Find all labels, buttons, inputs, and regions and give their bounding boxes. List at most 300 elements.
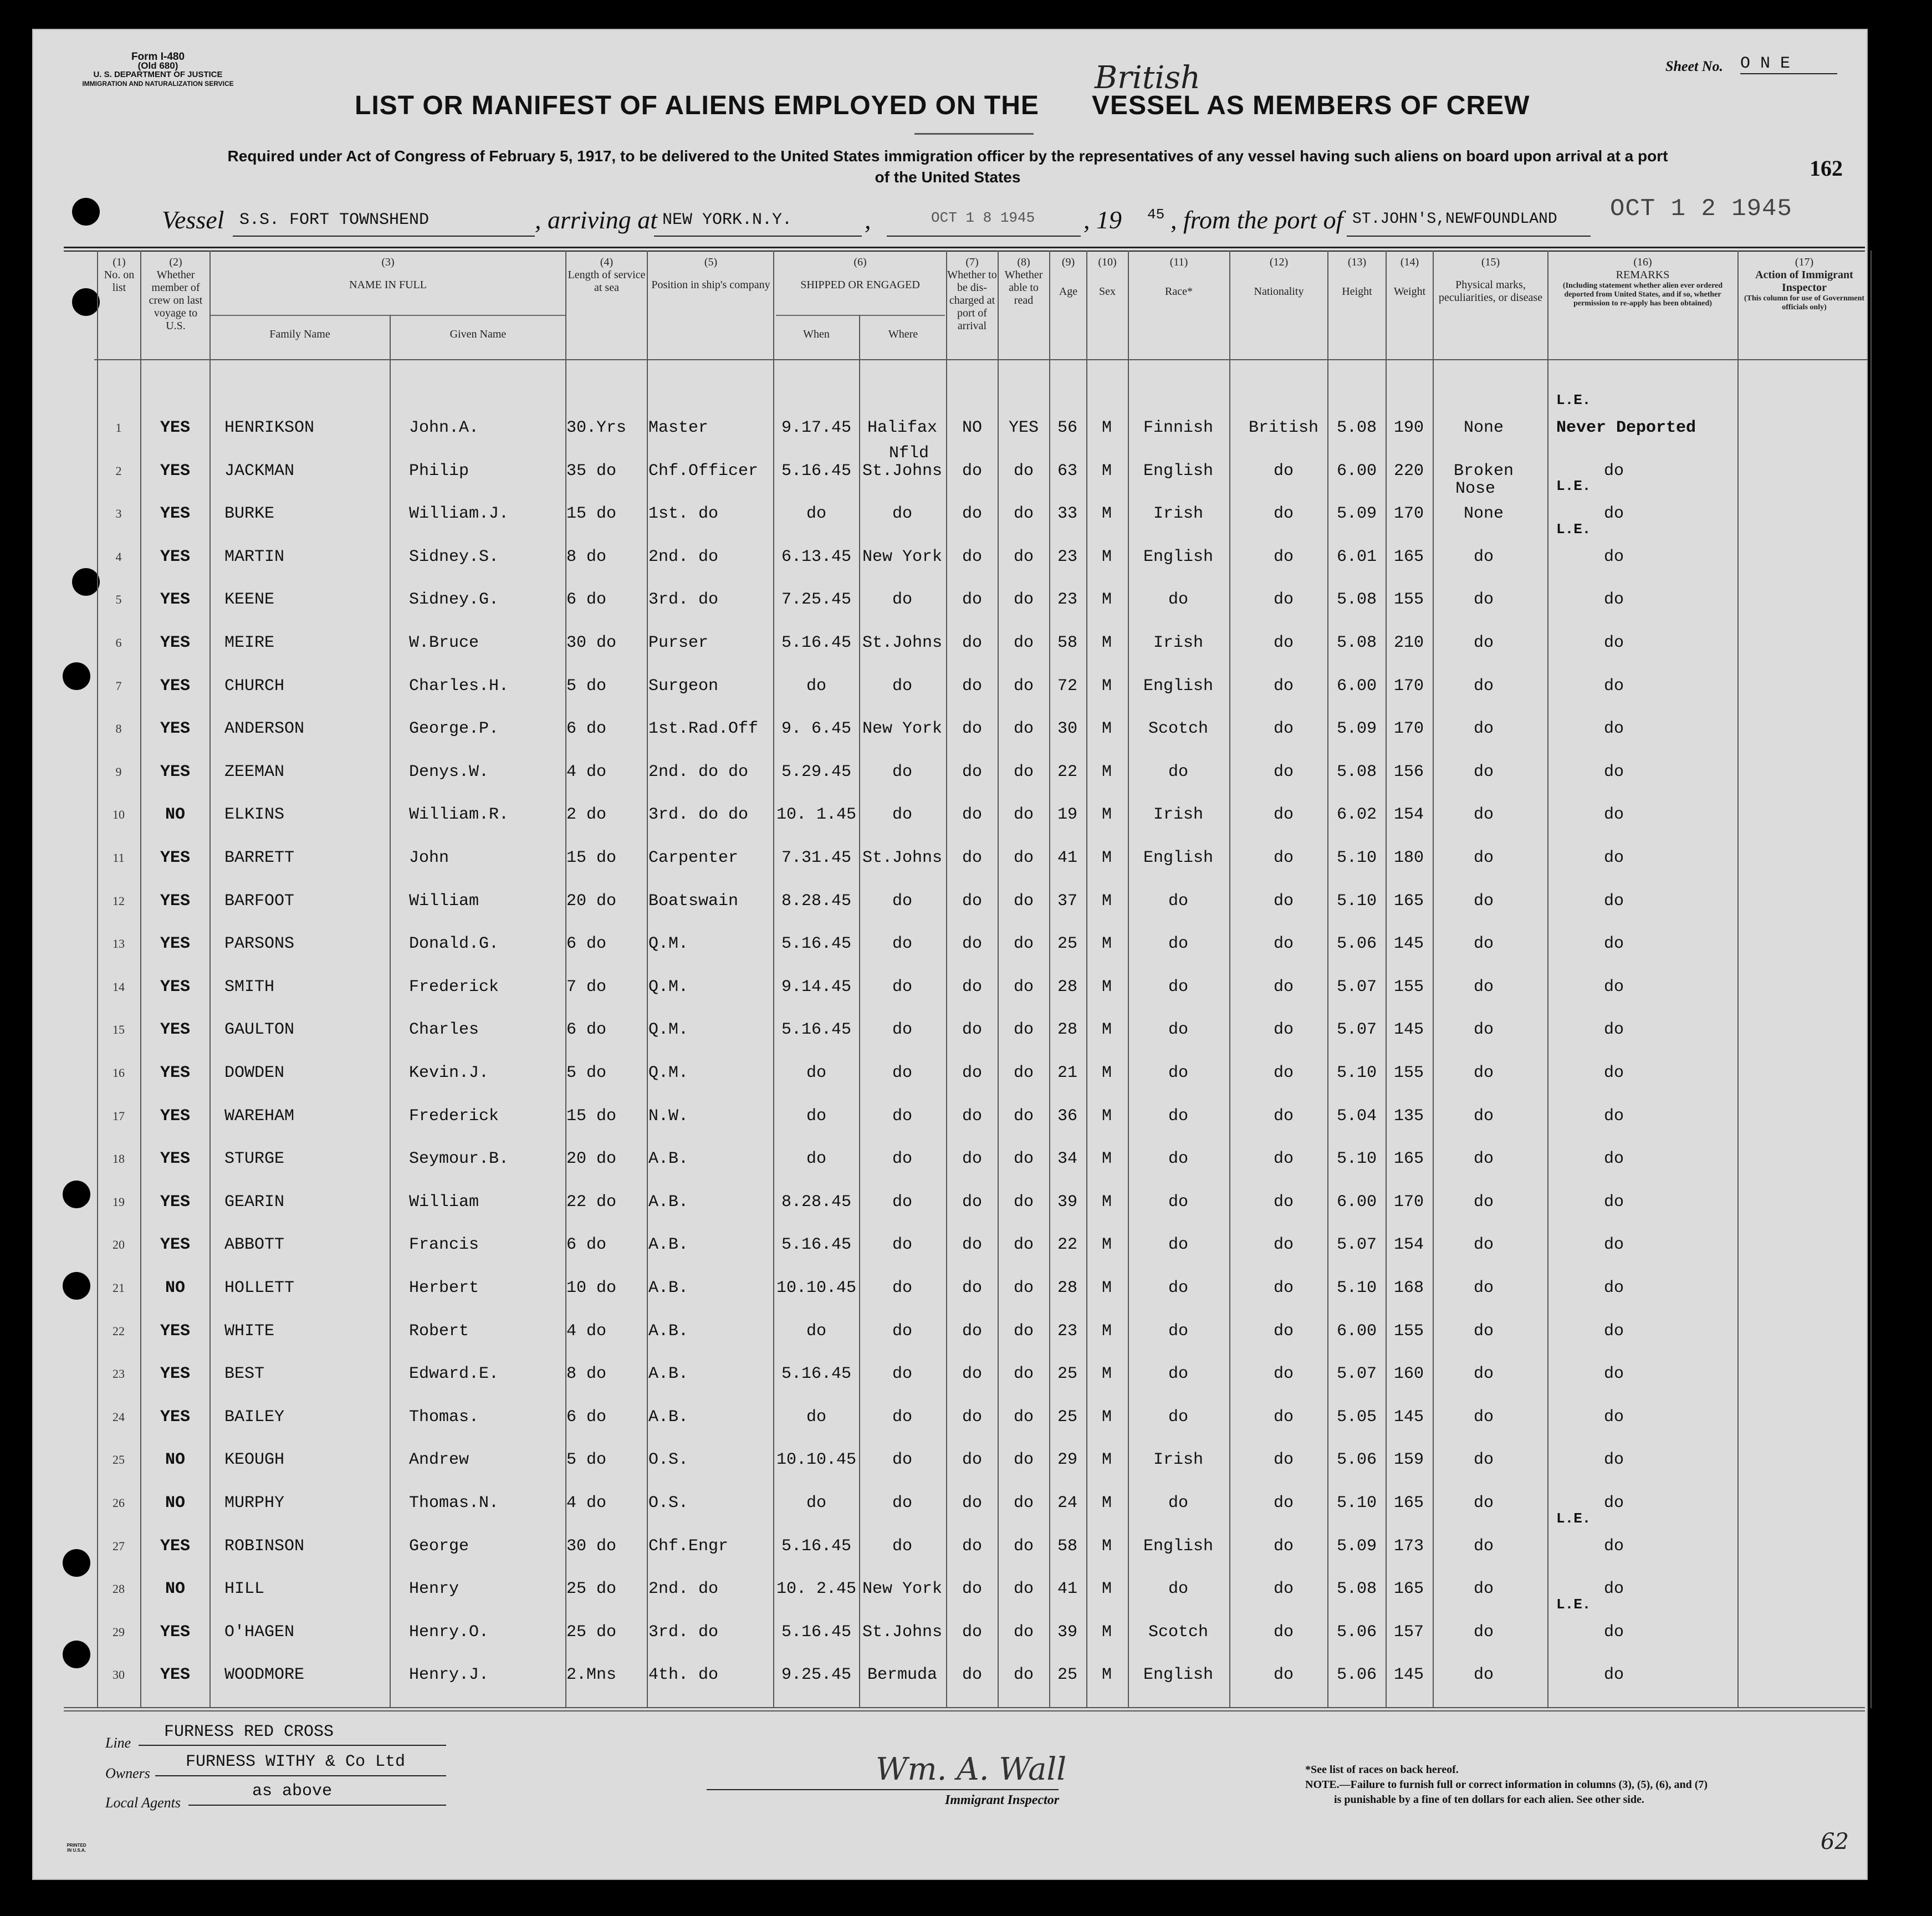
cell-family: KEENE xyxy=(224,590,275,610)
cell-weight: 154 xyxy=(1393,805,1424,825)
cell-service: 2.Mns xyxy=(566,1665,617,1685)
cell-marks: do xyxy=(1473,676,1494,696)
cell-remarks: do xyxy=(1603,461,1624,481)
cell-service: 20 do xyxy=(566,1149,617,1169)
cell-crew: NO xyxy=(165,1580,186,1599)
cell-family: MEIRE xyxy=(224,633,275,652)
cell-disch: do xyxy=(962,1536,983,1556)
cell-given: William.R. xyxy=(409,805,509,825)
cell-remarks: do xyxy=(1603,891,1624,911)
cell-crew: YES xyxy=(160,1536,191,1556)
cell-weight: 156 xyxy=(1393,762,1424,781)
cell-disch: do xyxy=(962,547,983,566)
cell-given: Frederick xyxy=(409,977,499,997)
cell-height: 5.06 xyxy=(1336,1450,1377,1470)
cell-given: William xyxy=(409,891,479,911)
cell-sex: M xyxy=(1101,1279,1112,1297)
cell-crew: YES xyxy=(160,1064,191,1082)
punch-hole xyxy=(63,662,90,690)
cell-where: do xyxy=(892,934,913,954)
cell-sex: M xyxy=(1101,633,1112,652)
arrival-date-stamp: OCT 1 8 1945 xyxy=(931,210,1035,226)
cell-where: do xyxy=(892,1106,913,1126)
cell-weight: 145 xyxy=(1393,934,1424,954)
cell-weight: 155 xyxy=(1393,1064,1424,1082)
cell-weight: 170 xyxy=(1393,676,1424,696)
cell-sex: M xyxy=(1101,891,1112,911)
cell-remarks: do xyxy=(1603,1106,1624,1126)
footnote-penalty-1: NOTE.—Failure to furnish full or correct information in columns (3), (5), (6), and (7) xyxy=(1305,1779,1708,1791)
cell-height: 5.06 xyxy=(1336,1665,1377,1685)
cell-age: 41 xyxy=(1057,1580,1078,1599)
cell-position: 2nd. do do xyxy=(648,762,749,781)
cell-remarks: do xyxy=(1603,1536,1624,1556)
cell-age: 33 xyxy=(1057,504,1078,524)
cell-marks: do xyxy=(1473,1407,1494,1427)
cell-service: 30.Yrs xyxy=(566,418,627,437)
cell-race: do xyxy=(1168,1580,1189,1599)
cell-when: 9.25.45 xyxy=(781,1665,852,1685)
cell-height: 5.06 xyxy=(1336,1622,1377,1642)
cell-age: 58 xyxy=(1057,1536,1078,1556)
cell-marks: do xyxy=(1473,934,1494,954)
cell-crew: YES xyxy=(160,1365,191,1384)
cell-disch: do xyxy=(962,1365,983,1384)
row-number: 6 xyxy=(115,636,122,650)
cell-marks: do xyxy=(1473,1149,1494,1169)
cell-position: A.B. xyxy=(648,1235,689,1255)
row-number: 18 xyxy=(113,1152,125,1166)
cell-crew: YES xyxy=(160,1622,191,1642)
cell-age: 37 xyxy=(1057,891,1078,911)
cell-sex: M xyxy=(1101,849,1112,867)
header-col-10: (10) Sex xyxy=(1098,256,1117,298)
cell-height: 5.04 xyxy=(1336,1106,1377,1126)
cell-remarks: do xyxy=(1603,1279,1624,1297)
punch-hole xyxy=(63,1181,90,1208)
cell-given: Kevin.J. xyxy=(409,1064,489,1082)
cell-weight: 165 xyxy=(1393,547,1424,566)
year-label: , 19 xyxy=(1083,206,1122,234)
cell-weight: 157 xyxy=(1393,1622,1424,1642)
cell-nat: do xyxy=(1273,676,1294,696)
cell-nat: do xyxy=(1273,1064,1294,1082)
cell-family: PARSONS xyxy=(224,934,295,954)
cell-race: do xyxy=(1168,1365,1189,1384)
cell-service: 30 do xyxy=(566,633,617,652)
cell-crew: YES xyxy=(160,504,191,524)
cell-race: do xyxy=(1168,1407,1189,1427)
cell-given: Andrew xyxy=(409,1450,469,1470)
year-value: 45 xyxy=(1147,206,1165,223)
cell-sex: M xyxy=(1101,1064,1112,1082)
cell-crew: YES xyxy=(160,1020,191,1040)
cell-when: 9.14.45 xyxy=(781,977,852,997)
owners-value: FURNESS WITHY & Co Ltd xyxy=(186,1752,406,1771)
cell-service: 4 do xyxy=(566,762,607,781)
cell-remarks: do xyxy=(1603,1020,1624,1040)
cell-height: 5.10 xyxy=(1336,1494,1377,1513)
cell-nat: do xyxy=(1273,1020,1294,1040)
cell-race: do xyxy=(1168,1279,1189,1297)
cell-nat: do xyxy=(1273,1321,1294,1341)
cell-given: William xyxy=(409,1192,479,1212)
cell-position: Master xyxy=(648,418,709,437)
header-col-16: (16) REMARKS (Including statement whether alien ever ordered deported from United States, and if so, whether permission to re-apply has been obtained) xyxy=(1562,256,1723,308)
cell-where: do xyxy=(892,676,913,696)
cell-crew: YES xyxy=(160,676,191,696)
cell-where: St.Johns xyxy=(862,461,943,481)
row-number: 28 xyxy=(113,1582,125,1596)
cell-race: Irish xyxy=(1153,504,1204,524)
row-number: 11 xyxy=(113,851,125,865)
cell-age: 25 xyxy=(1057,1407,1078,1427)
cell-given: William.J. xyxy=(409,504,509,524)
cell-sex: M xyxy=(1101,1407,1112,1427)
department: U. S. DEPARTMENT OF JUSTICE xyxy=(93,70,223,79)
cell-crew: YES xyxy=(160,1407,191,1427)
cell-where: St.Johns xyxy=(862,1622,943,1642)
cell-given: Donald.G. xyxy=(409,934,499,954)
cell-weight: 173 xyxy=(1393,1536,1424,1556)
owners-label: Owners xyxy=(105,1765,150,1781)
cell-position: Purser xyxy=(648,633,709,652)
cell-read: YES xyxy=(1008,418,1039,437)
cell-crew: YES xyxy=(160,1665,191,1685)
cell-marks: do xyxy=(1473,1064,1494,1082)
footnote-races: *See list of races on back hereof. xyxy=(1305,1764,1459,1776)
cell-age: 29 xyxy=(1057,1450,1078,1470)
header-col-3: (3) NAME IN FULL xyxy=(349,256,427,291)
cell-crew: YES xyxy=(160,633,191,652)
cell-sex: M xyxy=(1101,1106,1112,1126)
cell-crew: YES xyxy=(160,849,191,867)
form-number: Form I-480 xyxy=(131,51,185,63)
cell-height: 5.09 xyxy=(1336,1536,1377,1556)
cell-read: do xyxy=(1013,934,1034,954)
cell-race: do xyxy=(1168,1106,1189,1126)
cell-race: do xyxy=(1168,1321,1189,1341)
cell-when: 7.31.45 xyxy=(781,849,852,867)
cell-given: Charles.H. xyxy=(409,676,509,696)
row-number: 2 xyxy=(115,463,122,478)
cell-given: Sidney.S. xyxy=(409,547,499,566)
cell-position: Boatswain xyxy=(648,891,739,911)
cell-crew: YES xyxy=(160,1321,191,1341)
cell-given: Henry xyxy=(409,1580,459,1599)
cell-family: ELKINS xyxy=(224,805,285,825)
cell-sex: M xyxy=(1101,418,1112,437)
cell-remarks: do xyxy=(1603,1450,1624,1470)
cell-when: 5.16.45 xyxy=(781,1365,852,1384)
cell-service: 10 do xyxy=(566,1279,617,1297)
cell-read: do xyxy=(1013,1321,1034,1341)
cell-read: do xyxy=(1013,1279,1034,1297)
cell-when: 10. 1.45 xyxy=(776,805,857,825)
cell-nat: do xyxy=(1273,1580,1294,1599)
cell-remarks: do xyxy=(1603,1235,1624,1255)
cell-where: do xyxy=(892,1149,913,1169)
cell-sex: M xyxy=(1101,1622,1112,1642)
cell-family: ROBINSON xyxy=(224,1536,305,1556)
cell-read: do xyxy=(1013,1450,1034,1470)
header-col-8: (8) Whether able to read xyxy=(1004,256,1043,306)
row-number: 17 xyxy=(113,1108,125,1123)
cell-when: 5.16.45 xyxy=(781,934,852,954)
cell-marks: do xyxy=(1473,633,1494,652)
row-number: 23 xyxy=(113,1367,125,1381)
cell-weight: 220 xyxy=(1393,461,1424,481)
row-number: 14 xyxy=(113,979,125,994)
cell-le-mark: L.E. xyxy=(1556,1596,1591,1613)
cell-family: BEST xyxy=(224,1365,265,1384)
cell-race: English xyxy=(1143,849,1214,867)
cell-position: Q.M. xyxy=(648,1064,689,1082)
cell-disch: do xyxy=(962,977,983,997)
row-number: 25 xyxy=(113,1453,125,1467)
row-number: 24 xyxy=(113,1409,125,1424)
cell-service: 6 do xyxy=(566,1407,607,1427)
cell-disch: do xyxy=(962,1064,983,1082)
cell-remarks: do xyxy=(1603,1580,1624,1599)
local-agents-label: Local Agents xyxy=(105,1795,181,1811)
cell-crew: NO xyxy=(165,1450,186,1470)
punch-hole xyxy=(63,1549,90,1577)
cell-height: 5.06 xyxy=(1336,934,1377,954)
row-number: 15 xyxy=(113,1023,125,1037)
cell-disch: do xyxy=(962,633,983,652)
cell-position: A.B. xyxy=(648,1279,689,1297)
cell-disch: do xyxy=(962,590,983,610)
cell-marks: do xyxy=(1473,1536,1494,1556)
cell-nat: do xyxy=(1273,1279,1294,1297)
cell-age: 41 xyxy=(1057,849,1078,867)
cell-marks: do xyxy=(1473,1580,1494,1599)
cell-position: A.B. xyxy=(648,1321,689,1341)
cell-family: MURPHY xyxy=(224,1494,285,1513)
cell-crew: NO xyxy=(165,1494,186,1513)
cell-weight: 165 xyxy=(1393,1149,1424,1169)
form-old-number: (Old 680) xyxy=(137,60,178,71)
cell-nat: do xyxy=(1273,805,1294,825)
cell-family: GAULTON xyxy=(224,1020,295,1040)
cell-family: HILL xyxy=(224,1580,265,1599)
cell-age: 28 xyxy=(1057,1020,1078,1040)
cell-le-mark: L.E. xyxy=(1556,392,1591,408)
row-number: 10 xyxy=(113,808,125,822)
cell-nat: do xyxy=(1273,1450,1294,1470)
cell-sex: M xyxy=(1101,1192,1112,1212)
cell-service: 20 do xyxy=(566,891,617,911)
cell-where: New York xyxy=(862,719,943,739)
cell-nat: do xyxy=(1273,977,1294,997)
cell-race: English xyxy=(1143,1665,1214,1685)
cell-marks: None xyxy=(1463,418,1504,437)
cell-disch: do xyxy=(962,676,983,696)
header-col-2: (2) Whether member of crew on last voyage to U.S. xyxy=(149,256,203,332)
cell-race: English xyxy=(1143,547,1214,566)
cell-weight: 135 xyxy=(1393,1106,1424,1126)
cell-disch: do xyxy=(962,1622,983,1642)
cell-when: do xyxy=(806,1149,827,1169)
cell-sex: M xyxy=(1101,590,1112,610)
cell-age: 58 xyxy=(1057,633,1078,652)
cell-race: do xyxy=(1168,934,1189,954)
cell-read: do xyxy=(1013,762,1034,781)
cell-race: do xyxy=(1168,590,1189,610)
cell-service: 5 do xyxy=(566,676,607,696)
cell-nat: do xyxy=(1273,504,1294,524)
line-label: Line xyxy=(105,1735,131,1751)
cell-given: Henry.O. xyxy=(409,1622,489,1642)
cell-position: Surgeon xyxy=(648,676,719,696)
cell-disch: do xyxy=(962,762,983,781)
line-value: FURNESS RED CROSS xyxy=(164,1723,334,1741)
received-date-stamp: OCT 1 2 1945 xyxy=(1610,195,1792,223)
cell-crew: YES xyxy=(160,977,191,997)
cell-crew: YES xyxy=(160,891,191,911)
cell-weight: 170 xyxy=(1393,719,1424,739)
cell-when: 8.28.45 xyxy=(781,1192,852,1212)
cell-remarks: do xyxy=(1603,590,1624,610)
row-number: 5 xyxy=(115,592,122,607)
cell-crew: YES xyxy=(160,418,191,437)
cell-sex: M xyxy=(1101,676,1112,696)
cell-age: 28 xyxy=(1057,1279,1078,1297)
cell-service: 6 do xyxy=(566,719,607,739)
cell-height: 5.10 xyxy=(1336,1279,1377,1297)
cell-weight: 154 xyxy=(1393,1235,1424,1255)
cell-marks: do xyxy=(1473,1622,1494,1642)
cell-height: 5.10 xyxy=(1336,849,1377,867)
cell-race: Irish xyxy=(1153,1450,1204,1470)
cell-remarks: do xyxy=(1603,633,1624,652)
cell-race: Scotch xyxy=(1148,719,1209,739)
cell-marks: do xyxy=(1473,547,1494,566)
cell-position: Carpenter xyxy=(648,849,739,867)
cell-family: WOODMORE xyxy=(224,1665,305,1685)
cell-given: George xyxy=(409,1536,469,1556)
cell-service: 30 do xyxy=(566,1536,617,1556)
cell-given: Denys.W. xyxy=(409,762,489,781)
cell-marks: do xyxy=(1473,1279,1494,1297)
cell-where: do xyxy=(892,1494,913,1513)
footnote-penalty-2: is punishable by a fine of ten dollars for each alien. See other side. xyxy=(1334,1794,1644,1806)
cell-remarks: do xyxy=(1603,977,1624,997)
cell-nat: British xyxy=(1248,418,1319,437)
cell-remarks: do xyxy=(1603,1192,1624,1212)
cell-given: Edward.E. xyxy=(409,1365,499,1384)
cell-remarks: do xyxy=(1603,1494,1624,1513)
cell-position: Q.M. xyxy=(648,1020,689,1040)
vessel-label: Vessel xyxy=(162,206,224,234)
cell-service: 8 do xyxy=(566,547,607,566)
cell-where: do xyxy=(892,504,913,524)
header-col-15: (15) Physical marks, peculiarities, or disease xyxy=(1438,256,1543,304)
cell-height: 6.02 xyxy=(1336,805,1377,825)
row-number: 12 xyxy=(113,893,125,908)
cell-read: do xyxy=(1013,1622,1034,1642)
cell-where: do xyxy=(892,1279,913,1297)
cell-where: do xyxy=(892,1020,913,1040)
cell-given: John xyxy=(409,849,449,867)
punch-hole xyxy=(72,198,100,226)
cell-weight: 165 xyxy=(1393,1580,1424,1599)
cell-read: do xyxy=(1013,1106,1034,1126)
cell-service: 2 do xyxy=(566,805,607,825)
handwritten-page-mark: 62 xyxy=(1821,1829,1849,1854)
cell-age: 36 xyxy=(1057,1106,1078,1126)
cell-family: STURGE xyxy=(224,1149,285,1169)
cell-marks: do xyxy=(1473,1494,1494,1513)
cell-age: 23 xyxy=(1057,590,1078,610)
vessel-name: S.S. FORT TOWNSHEND xyxy=(239,211,430,229)
cell-age: 25 xyxy=(1057,934,1078,954)
cell-position: 1st. do xyxy=(648,504,719,524)
cell-marks-continued: Nose xyxy=(1455,479,1496,498)
cell-when: 5.16.45 xyxy=(781,461,852,481)
cell-weight: 155 xyxy=(1393,977,1424,997)
cell-where: St.Johns xyxy=(862,849,943,867)
cell-remarks: do xyxy=(1603,1622,1624,1642)
cell-nat: do xyxy=(1273,1365,1294,1384)
cell-when: 9.17.45 xyxy=(781,418,852,437)
cell-race: do xyxy=(1168,1192,1189,1212)
cell-position: Chf.Engr xyxy=(648,1536,729,1556)
cell-race: Scotch xyxy=(1148,1622,1209,1642)
header-col-12: (12) Nationality xyxy=(1254,256,1304,298)
cell-when: 7.25.45 xyxy=(781,590,852,610)
cell-disch: do xyxy=(962,934,983,954)
cell-remarks: do xyxy=(1603,719,1624,739)
cell-disch: do xyxy=(962,1665,983,1685)
cell-remarks: do xyxy=(1603,1665,1624,1685)
cell-height: 6.00 xyxy=(1336,1321,1377,1341)
cell-nat: do xyxy=(1273,547,1294,566)
cell-weight: 168 xyxy=(1393,1279,1424,1297)
header-family-name: Family Name xyxy=(269,328,330,340)
cell-remarks: Never Deported xyxy=(1556,418,1696,437)
service: IMMIGRATION AND NATURALIZATION SERVICE xyxy=(82,80,234,88)
header-given-name: Given Name xyxy=(449,328,507,340)
cell-disch: do xyxy=(962,1450,983,1470)
cell-disch: do xyxy=(962,1235,983,1255)
cell-nat: do xyxy=(1273,633,1294,652)
punch-hole xyxy=(63,1272,90,1300)
cell-read: do xyxy=(1013,1580,1034,1599)
header-col-1: (1) No. on list xyxy=(104,256,135,294)
cell-marks: do xyxy=(1473,849,1494,867)
cell-where: do xyxy=(892,590,913,610)
cell-read: do xyxy=(1013,676,1034,696)
arriving-port: NEW YORK.N.Y. xyxy=(662,211,793,229)
cell-when: 9. 6.45 xyxy=(781,719,852,739)
cell-when: 5.16.45 xyxy=(781,1235,852,1255)
cell-height: 5.09 xyxy=(1336,504,1377,524)
immigrant-inspector-label: Immigrant Inspector xyxy=(945,1793,1060,1807)
cell-age: 34 xyxy=(1057,1149,1078,1169)
cell-le-mark: L.E. xyxy=(1556,1510,1591,1527)
cell-position: 1st.Rad.Off xyxy=(648,719,759,739)
cell-given: Henry.J. xyxy=(409,1665,489,1685)
cell-when: do xyxy=(806,504,827,524)
cell-when: 5.16.45 xyxy=(781,1622,852,1642)
cell-nat: do xyxy=(1273,590,1294,610)
cell-read: do xyxy=(1013,547,1034,566)
cell-nat: do xyxy=(1273,1536,1294,1556)
cell-position: N.W. xyxy=(648,1106,689,1126)
cell-where: New York xyxy=(862,1580,943,1599)
